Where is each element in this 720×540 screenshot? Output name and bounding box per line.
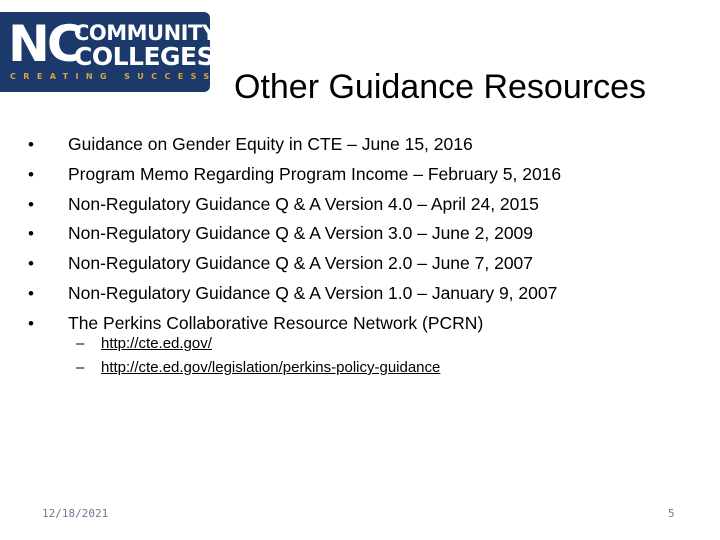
logo-word-community: COMMUNITY xyxy=(74,21,217,45)
cte-home-link[interactable]: http://cte.ed.gov/ xyxy=(101,335,212,352)
sub-list-item xyxy=(76,332,440,356)
list-item xyxy=(28,279,561,309)
footer-date: 12/18/2021 xyxy=(42,507,109,520)
bullet-icon: • xyxy=(28,254,34,274)
list-item-text: Non-Regulatory Guidance Q & A Version 4.0 – April 24, 2015 xyxy=(68,193,539,214)
bullet-icon: • xyxy=(28,283,34,303)
bullet-icon: • xyxy=(28,164,34,184)
list-item xyxy=(28,190,561,220)
list-item xyxy=(28,130,561,160)
page-number: 5 xyxy=(668,507,675,520)
perkins-policy-guidance-link[interactable]: http://cte.ed.gov/legislation/perkins-policy-guidance xyxy=(101,359,441,376)
list-item-text: Non-Regulatory Guidance Q & A Version 1.0 – January 9, 2007 xyxy=(68,282,558,303)
sub-list-item xyxy=(76,356,440,380)
list-item-text: Non-Regulatory Guidance Q & A Version 3.0 – June 2, 2009 xyxy=(68,223,534,244)
resource-list xyxy=(28,130,561,339)
list-item xyxy=(28,160,561,190)
pcrn-link-list xyxy=(76,332,440,380)
bullet-icon: • xyxy=(28,313,34,333)
slide-title: Other Guidance Resources xyxy=(234,68,646,106)
bullet-icon: • xyxy=(28,135,34,154)
list-item-text: Guidance on Gender Equity in CTE – June 15, 2016 xyxy=(68,134,473,154)
logo-tagline: CREATING SUCCESS xyxy=(10,72,217,81)
bullet-icon: • xyxy=(28,194,34,214)
dash-icon: – xyxy=(76,359,85,376)
list-item-text: Program Memo Regarding Program Income – February 5, 2016 xyxy=(68,163,562,184)
list-item xyxy=(28,219,561,249)
logo-word-colleges: COLLEGES xyxy=(74,42,215,71)
nc-community-colleges-logo xyxy=(0,12,217,92)
list-item xyxy=(28,249,561,279)
list-item-text: The Perkins Collaborative Resource Network (PCRN) xyxy=(68,312,484,333)
logo-initials: NC xyxy=(8,15,81,73)
bullet-icon: • xyxy=(28,224,34,244)
dash-icon: – xyxy=(76,335,85,352)
list-item-text: Non-Regulatory Guidance Q & A Version 2.0 – June 7, 2007 xyxy=(68,253,534,274)
